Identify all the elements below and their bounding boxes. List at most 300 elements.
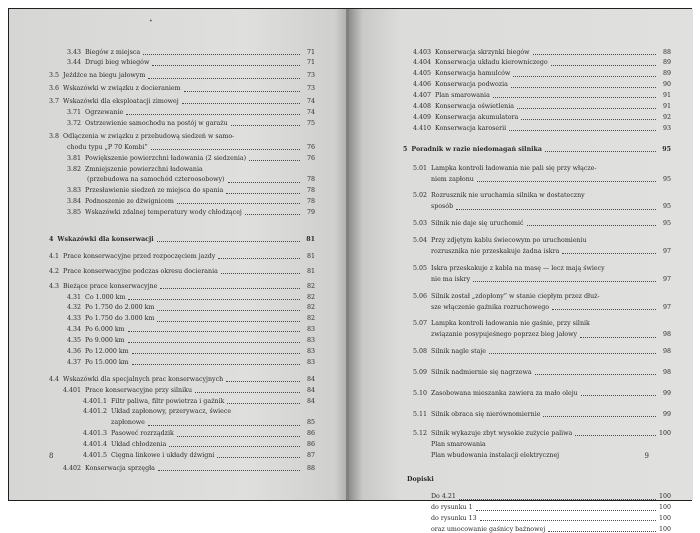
dot-leader <box>160 288 300 289</box>
toc-entry <box>49 60 315 66</box>
toc-entry-title: Po 6.000 km <box>85 326 125 334</box>
toc-entry-number: 5.04 <box>413 237 428 245</box>
toc-entry-page: 100 <box>658 429 671 437</box>
toc-entry-number: 5.05 <box>413 264 428 272</box>
toc-entry-number: 5.12 <box>413 429 428 437</box>
dot-leader <box>231 125 300 126</box>
toc-entry-number: 4.403 <box>413 48 432 56</box>
toc-entry-title: Silnik nie daje się uruchomić <box>431 220 524 228</box>
dot-leader <box>513 76 656 77</box>
toc-entry-title: Plan smarowania <box>431 440 486 448</box>
toc-entry-title: Cięgna linkowe i układy dźwigni <box>111 451 215 459</box>
dot-leader <box>533 54 656 55</box>
toc-entry-page: 83 <box>306 358 315 366</box>
toc-entry-page: 85 <box>306 419 315 427</box>
dot-leader <box>218 258 300 259</box>
toc-entry-title: Prace konserwacyjne przy silniku <box>85 386 192 394</box>
toc-entry-number: 4.406 <box>413 81 432 89</box>
toc-entry-title: Wskazówki w związku z docieraniem <box>63 85 181 93</box>
toc-entry-title: Prace konserwacyjne podczas okresu docierania <box>63 267 218 275</box>
dot-leader <box>148 78 300 79</box>
toc-entry-title: chodu typu „P 70 Kombi” <box>67 143 148 151</box>
toc-entry <box>49 431 315 437</box>
toc-entry-title: Bieżące prace konserwacyjne <box>63 282 158 290</box>
dot-leader <box>152 65 300 66</box>
dot-leader <box>562 253 656 254</box>
toc-entry-title: Układ chłodzenia <box>111 441 167 449</box>
toc-entry-title: Po 12.000 km <box>85 347 129 355</box>
toc-entry <box>49 295 315 301</box>
toc-entry <box>49 188 315 194</box>
toc-entry-title: do rysunku 13 <box>431 515 477 523</box>
toc-entry <box>413 453 671 459</box>
toc-entry-number: 4.3 <box>49 282 60 290</box>
toc-entry-title: Do 4.21 <box>431 493 456 501</box>
toc-entry-number: 5.08 <box>413 348 428 356</box>
toc-entry-title: Po 1.750 do 3.000 km <box>85 315 155 323</box>
toc-entry-number: 3.81 <box>67 154 82 162</box>
toc-entry-page: 99 <box>662 410 671 418</box>
toc-entry-page: 86 <box>306 430 315 438</box>
dot-leader <box>517 108 656 109</box>
toc-entry-title: do rysunku 1 <box>431 504 473 512</box>
toc-entry-page: 81 <box>306 252 315 260</box>
toc-entry-title: Po 15.000 km <box>85 358 129 366</box>
toc-entry-title: sze włączenie gaźnika rozruchowego <box>431 303 550 311</box>
toc-entry-title: Silnik został „zdopłony” w stanie ciepłym przez dłuż- <box>431 292 600 300</box>
toc-entry-page: 79 <box>306 209 315 217</box>
toc-entry-title: Lampka kontroli ładowania nie pali się przy włącze- <box>431 164 597 172</box>
toc-entry-number: 3.71 <box>67 109 82 117</box>
toc-entry <box>49 73 315 79</box>
toc-entry-title: Ostrzewienie samochodu na postój w garażu <box>85 119 228 127</box>
toc-entry-number: 5.06 <box>413 292 428 300</box>
toc-entry-title: Konserwacja podwozia <box>435 81 508 89</box>
toc-entry-page: 78 <box>306 198 315 206</box>
toc-entry-page: 98 <box>662 369 671 377</box>
dot-leader <box>177 436 300 437</box>
toc-entry-number: 5 <box>403 145 408 153</box>
toc-entry-page: 82 <box>306 282 315 290</box>
toc-entry <box>413 193 671 199</box>
toc-entry-page: 82 <box>306 315 315 323</box>
toc-entry-page: 97 <box>662 303 671 311</box>
toc-entry <box>413 166 671 172</box>
toc-entry <box>49 156 315 162</box>
toc-entry-page: 71 <box>306 48 315 56</box>
toc-entry-title: Zmniejszenie powierzchni ładowania <box>85 165 203 173</box>
toc-entry <box>49 121 315 127</box>
page-number-right: 9 <box>644 452 649 460</box>
toc-entry-page: 84 <box>306 386 315 394</box>
toc-entry-number: 4.401.4 <box>83 441 108 449</box>
toc-entry <box>413 505 671 511</box>
toc-entry-title: Wskazówki dla specjalnych prac konserwacyjnych <box>63 375 224 383</box>
toc-entry-title: Silnik nagle staje <box>431 348 487 356</box>
toc-entry-title: Plan smarowania <box>435 92 490 100</box>
book-spread <box>8 8 692 533</box>
toc-entry-number: 4 <box>49 235 54 243</box>
toc-entry-title: Odlączenia w związku z przebudową siedzeń w samo- <box>63 132 235 140</box>
dot-leader <box>132 353 300 354</box>
toc-entry-title: sposób <box>431 203 454 211</box>
dot-leader <box>543 416 656 417</box>
toc-entry-page: 93 <box>662 124 671 132</box>
toc-entry-number: 5.03 <box>413 220 428 228</box>
toc-entry <box>49 254 315 260</box>
toc-entry <box>413 516 671 522</box>
toc-entry-title: Powiększenie powierzchni ładowania (2 siedzenia) <box>85 154 247 162</box>
toc-entry-number: 3.85 <box>67 209 82 217</box>
toc-entry-title: Układ zapłonowy, przerywacz, świece <box>111 408 232 416</box>
dot-leader <box>580 337 656 338</box>
toc-entry-title: (przebudowa na samochód czteroosobowy) <box>87 176 225 184</box>
toc-entry-number: 4.408 <box>413 103 432 111</box>
toc-entry-title: Co 1.000 km <box>85 293 126 301</box>
toc-entry <box>49 377 315 383</box>
toc-entry-number: 4.410 <box>413 124 432 132</box>
toc-entry-title: Konserwacja układu kierowniczego <box>435 59 548 67</box>
toc-entry-page: 89 <box>662 59 671 67</box>
toc-entry-title: Po 9.000 km <box>85 337 125 345</box>
toc-entry-number: 4.409 <box>413 113 432 121</box>
dot-leader <box>217 457 300 458</box>
toc-entry-title: Drugi bieg wbiegów <box>85 59 150 67</box>
toc-entry-page: 84 <box>306 397 315 405</box>
toc-entry <box>49 110 315 116</box>
toc-entry <box>49 284 315 290</box>
toc-entry <box>49 466 315 472</box>
toc-entry <box>49 409 315 415</box>
toc-entry-page: 98 <box>662 331 671 339</box>
dot-leader <box>480 520 656 521</box>
toc-entry <box>49 167 315 173</box>
toc-entry-page: 100 <box>658 493 671 501</box>
toc-entry <box>413 266 671 272</box>
toc-entry-number: 3.5 <box>49 72 60 80</box>
toc-entry-number: 4.402 <box>63 464 82 472</box>
toc-entry-page: 97 <box>662 247 671 255</box>
toc-entry-page: 78 <box>306 176 315 184</box>
toc-entry-title: Iskra przeskakuje z kabla na masę — lecz mają świecy <box>431 264 605 272</box>
toc-entry-page: 81 <box>306 235 315 243</box>
toc-entry-number: 3.6 <box>49 85 60 93</box>
toc-entry <box>49 177 315 183</box>
toc-entry-number: 3.72 <box>67 119 82 127</box>
toc-entry-number: 3.7 <box>49 98 60 106</box>
toc-entry-number: 4.31 <box>67 293 82 301</box>
toc-entry-page: 75 <box>306 119 315 127</box>
toc-entry <box>49 199 315 205</box>
toc-entry <box>49 237 315 243</box>
dot-leader <box>228 182 300 183</box>
dot-leader <box>476 510 656 511</box>
toc-entry-page: 95 <box>662 175 671 183</box>
toc-entry-number: 3.82 <box>67 165 82 173</box>
toc-entry <box>413 294 671 300</box>
dot-leader <box>521 119 656 120</box>
dot-leader <box>143 54 300 55</box>
toc-entry-title: Ogrzewanie <box>85 109 124 117</box>
toc-entry-page: 100 <box>658 504 671 512</box>
toc-entry <box>49 453 315 459</box>
toc-entry-number: 4.35 <box>67 337 82 345</box>
toc-entry-title: nie ma iskry <box>431 275 471 283</box>
toc-entry-page: 95 <box>662 220 671 228</box>
dot-leader <box>184 91 300 92</box>
toc-entry-title: Rozrusznik nie uruchamia silnika w dostateczny <box>431 192 585 200</box>
dot-leader <box>459 499 656 500</box>
toc-entry <box>49 210 315 216</box>
toc-entry <box>413 71 671 77</box>
toc-entry-number: 4.407 <box>413 92 432 100</box>
dot-leader <box>535 374 656 375</box>
top-mark: • <box>149 18 153 25</box>
toc-entry <box>49 327 315 333</box>
toc-entry-page: 86 <box>306 441 315 449</box>
toc-entry-page: 81 <box>306 267 315 275</box>
dot-leader <box>527 225 656 226</box>
dot-leader <box>489 353 656 354</box>
dot-leader <box>128 342 300 343</box>
toc-entry <box>413 349 671 355</box>
toc-entry-title: Pasoweć rozrządzik <box>111 430 174 438</box>
toc-entry-page: 97 <box>662 275 671 283</box>
toc-entry-title: Prace konserwacyjne przed rozpoczęciem jazdy <box>63 252 216 260</box>
toc-entry-number: 4.404 <box>413 59 432 67</box>
toc-entry <box>49 86 315 92</box>
toc-entry <box>49 349 315 355</box>
toc-entry <box>49 399 315 405</box>
toc-entry-title: Dopiski <box>407 476 434 484</box>
toc-entry-page: 78 <box>306 187 315 195</box>
toc-entry <box>413 177 671 183</box>
dot-leader <box>148 425 300 426</box>
toc-entry-title: Konserwacja akumulatora <box>435 113 519 121</box>
dot-leader <box>552 309 656 310</box>
toc-entry-number: 4.34 <box>67 326 82 334</box>
toc-entry-title: Konserwacja skrzynki biegów <box>435 48 530 56</box>
toc-entry-page: 84 <box>306 375 315 383</box>
toc-entry-title: Zasobowana mieszanka zawiera za mało oleju <box>431 389 578 397</box>
dot-leader <box>245 214 300 215</box>
toc-entry-title: Konserwacja hamulców <box>435 70 511 78</box>
toc-entry-number: 4.401.3 <box>83 430 108 438</box>
toc-entry-page: 73 <box>306 72 315 80</box>
toc-entry <box>413 494 671 500</box>
toc-entry-title: Podnoszenie ze dźwignicem <box>85 198 174 206</box>
toc-entry-page: 100 <box>658 515 671 523</box>
toc-entry <box>413 277 671 283</box>
dot-leader <box>158 470 300 471</box>
toc-entry <box>413 391 671 397</box>
toc-entry-page: 98 <box>662 348 671 356</box>
dot-leader <box>157 321 300 322</box>
dot-leader <box>157 310 300 311</box>
toc-entry <box>49 305 315 311</box>
dot-leader <box>182 103 300 104</box>
toc-entry-number: 5.09 <box>413 369 428 377</box>
toc-entry-page: 99 <box>662 389 671 397</box>
toc-entry-page: 89 <box>662 70 671 78</box>
toc-entry-title: Przesławienie siedzeń ze miejsca do spania <box>85 187 224 195</box>
toc-entry-title: Konserwacja oświetlenia <box>435 103 515 111</box>
toc-entry-page: 91 <box>662 103 671 111</box>
toc-entry <box>49 269 315 275</box>
toc-entry-title: Biegów z miejsca <box>85 48 141 56</box>
page-number-left: 8 <box>49 452 54 460</box>
toc-entry-page: 74 <box>306 98 315 106</box>
toc-entry <box>49 50 315 56</box>
toc-entry <box>413 221 671 227</box>
toc-entry-page: 100 <box>658 525 671 533</box>
dot-leader <box>177 203 300 204</box>
toc-entry <box>413 442 671 448</box>
toc-entry-number: 3.83 <box>67 187 82 195</box>
toc-entry <box>403 147 671 153</box>
toc-entry-title: zapłonowe <box>111 419 145 427</box>
toc-entry-page: 91 <box>662 92 671 100</box>
toc-entry-page: 74 <box>306 109 315 117</box>
toc-entry-number: 4.37 <box>67 358 82 366</box>
toc-entry-page: 95 <box>662 203 671 211</box>
toc-entry <box>49 442 315 448</box>
toc-entry <box>49 145 315 151</box>
toc-entry-title: Silnik wykazuje zbyt wysokie zużycie paliwa <box>431 429 573 437</box>
dot-leader <box>473 281 656 282</box>
toc-entry-page: 73 <box>306 85 315 93</box>
left-page <box>9 9 349 500</box>
dot-leader <box>128 299 300 300</box>
toc-entry-number: 4.36 <box>67 347 82 355</box>
dot-leader <box>195 392 300 393</box>
dot-leader <box>157 241 300 242</box>
toc-entry <box>413 82 671 88</box>
toc-entry-number: 4.32 <box>67 304 82 312</box>
toc-entry-number: 5.02 <box>413 192 428 200</box>
toc-entry-page: 87 <box>306 451 315 459</box>
toc-entry-number: 4.405 <box>413 70 432 78</box>
table-of-contents-right <box>403 45 671 533</box>
toc-entry-title: Plan wbudowania instalacji elektrycznej <box>431 451 560 459</box>
dot-leader <box>493 97 656 98</box>
toc-entry <box>413 370 671 376</box>
toc-entry-title: niem zapłonu <box>431 175 474 183</box>
toc-entry-title: Wskazówki dla konserwacji <box>57 235 154 243</box>
toc-entry-page: 76 <box>306 143 315 151</box>
dot-leader <box>132 364 300 365</box>
dot-leader <box>249 160 300 161</box>
toc-entry-title: Jeźdźce na biegu jałowym <box>63 72 146 80</box>
toc-entry-number: 4.401.1 <box>83 397 108 405</box>
toc-entry-title: Konserwacja sprzęgła <box>85 464 155 472</box>
toc-entry-number: 5.11 <box>413 410 428 418</box>
dot-leader <box>509 130 656 131</box>
toc-entry-page: 83 <box>306 337 315 345</box>
table-of-contents-left <box>49 45 315 472</box>
toc-entry-page: 71 <box>306 59 315 67</box>
toc-entry-number: 3.84 <box>67 198 82 206</box>
toc-entry-page: 76 <box>306 154 315 162</box>
toc-entry-number: 3.8 <box>49 132 60 140</box>
toc-entry <box>413 305 671 311</box>
toc-entry-title: oraz umocowanie gaśnicy baźnowej <box>431 525 546 533</box>
toc-entry <box>413 50 671 56</box>
dot-leader <box>477 181 656 182</box>
toc-entry-title: Poradnik w razie niedomagań silnika <box>411 145 542 153</box>
toc-entry-title: Konserwacja karoserii <box>435 124 507 132</box>
toc-entry-number: 4.401.2 <box>83 408 108 416</box>
toc-entry <box>413 249 671 255</box>
toc-entry-number: 4.401.5 <box>83 451 108 459</box>
toc-entry-title: Wskazówki dla eksploatacji zimowej <box>63 98 179 106</box>
toc-entry <box>49 316 315 322</box>
toc-entry <box>413 93 671 99</box>
toc-entry-page: 82 <box>306 304 315 312</box>
toc-entry <box>413 412 671 418</box>
toc-entry-number: 4.1 <box>49 252 60 260</box>
toc-entry <box>49 338 315 344</box>
toc-entry-title: związanie posypujeśnego poprzez bieg jałowy <box>431 331 578 339</box>
toc-entry-title: Wskazówki zdalnej temperatury wody chłodzącej <box>85 209 242 217</box>
dot-leader <box>151 149 300 150</box>
toc-entry-page: 88 <box>306 464 315 472</box>
dot-leader <box>551 65 656 66</box>
toc-entry-number: 3.43 <box>67 48 82 56</box>
toc-entry-number: 4.2 <box>49 267 60 275</box>
toc-entry-page: 88 <box>662 48 671 56</box>
toc-entry <box>49 99 315 105</box>
toc-entry <box>413 115 671 121</box>
toc-entry-number: 5.01 <box>413 164 428 172</box>
right-page <box>349 9 693 533</box>
toc-entry <box>413 431 671 437</box>
toc-entry-number: 4.401 <box>63 386 82 394</box>
toc-entry <box>413 527 671 533</box>
toc-entry-title: Silnik nadmiernie się nagrzewa <box>431 369 532 377</box>
toc-entry-title: Filtr paliwa, filtr powietrza i gaźnik <box>111 397 225 405</box>
toc-entry <box>49 360 315 366</box>
toc-entry-title: rozrusznika nie przeskakuje żadna iskra <box>431 247 560 255</box>
toc-entry-number: 4.4 <box>49 375 60 383</box>
toc-entry-number: 4.33 <box>67 315 82 323</box>
toc-entry-number: 5.10 <box>413 389 428 397</box>
toc-entry-title: Przy zdjętym kablu świecowym po uruchomieniu <box>431 237 587 245</box>
toc-entry <box>413 104 671 110</box>
toc-entry <box>413 204 671 210</box>
toc-entry <box>49 388 315 394</box>
toc-entry-page: 92 <box>662 113 671 121</box>
dot-leader <box>581 395 656 396</box>
dot-leader <box>226 193 300 194</box>
toc-entry <box>413 238 671 244</box>
dot-leader <box>226 381 300 382</box>
toc-entry-page: 83 <box>306 347 315 355</box>
toc-entry-page: 82 <box>306 293 315 301</box>
dot-leader <box>169 446 300 447</box>
dot-leader <box>456 209 656 210</box>
toc-entry-page: 83 <box>306 326 315 334</box>
dot-leader <box>548 531 656 532</box>
toc-entry <box>49 134 315 140</box>
toc-entry <box>413 332 671 338</box>
dot-leader <box>545 151 656 152</box>
toc-entry <box>49 420 315 426</box>
toc-entry-title: Lampka kontroli ładowania nie gaśnie, przy silnik <box>431 320 590 328</box>
dot-leader <box>126 114 300 115</box>
toc-entry-number: 5.07 <box>413 320 428 328</box>
toc-entry <box>413 60 671 66</box>
